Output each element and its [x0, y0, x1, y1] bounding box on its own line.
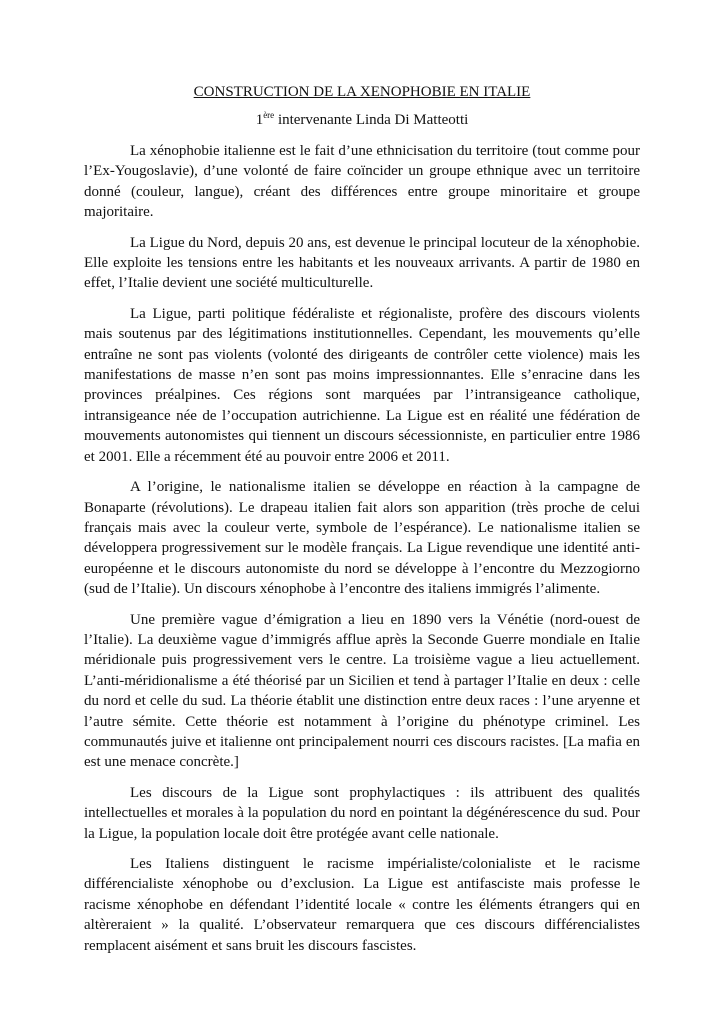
- document-title: CONSTRUCTION DE LA XENOPHOBIE EN ITALIE: [193, 84, 531, 100]
- speaker-name: intervenante Linda Di Matteotti: [274, 112, 469, 128]
- speaker-number: 1: [255, 112, 264, 128]
- speaker-ordinal-suffix: ère: [263, 110, 275, 120]
- paragraph-1: La xénophobie italienne est le fait d’une ethnicisation du territoire (tout comme pour l’Ex-Yougoslavie), d’une volonté de faire coïncider un groupe ethnique avec un territoire donné (couleur, langue), créant des différences entre groupe minoritaire et groupe majoritaire.: [84, 143, 640, 221]
- document-page: [84, 82, 640, 966]
- paragraph-2: La Ligue du Nord, depuis 20 ans, est devenue le principal locuteur de la xénophobie. Elle exploite les tensions entre les habitants et les nouveaux arrivants. A partir de 1980 en effet, l’Italie devient une société multiculturelle.: [84, 234, 640, 292]
- paragraph-6: Les discours de la Ligue sont prophylactiques : ils attribuent des qualités intellectuelles et morales à la population du nord en pointant la dégénérescence du sud. Pour la Ligue, la population locale doit être protégée avant celle nationale.: [84, 784, 640, 842]
- speaker-line: [84, 110, 640, 130]
- paragraph-4: A l’origine, le nationalisme italien se développe en réaction à la campagne de Bonaparte (révolutions). Le drapeau italien fait alors son apparition (très proche de celui français mais avec la couleur verte, symbole de l’espérance). Le nationalisme italien se développera progressivement sur le modèle français. La Ligue revendique une identité anti-européenne et le discours autonomiste du nord se développe à l’encontre du Mezzogiorno (sud de l’Italie). Un discours xénophobe à l’encontre des italiens immigrés l’alimente.: [84, 479, 640, 598]
- paragraph-7: Les Italiens distinguent le racisme impérialiste/colonialiste et le racisme différencialiste xénophobe ou d’exclusion. La Ligue est antifasciste mais professe le racisme xénophobe en défendant l’identité locale « contre les éléments étrangers qui en altèreraient » la qualité. L’observateur remarquera que ces discours différencialistes remplacent aisément et sans bruit les discours fascistes.: [84, 856, 640, 954]
- paragraph-5: Une première vague d’émigration a lieu en 1890 vers la Vénétie (nord-ouest de l’Italie). La deuxième vague d’immigrés afflue après la Seconde Guerre mondiale en Italie méridionale puis progressivement vers le centre. La troisième vague a lieu actuellement. L’anti-méridionalisme a été théorisé par un Sicilien et tend à partager l’Italie en deux : celle du nord et celle du sud. La théorie établit une distinction entre deux races : l’une aryenne et l’autre sémite. Cette théorie est notamment à l’origine du phénotype criminel. Les communautés juive et italienne ont principalement nourri ces discours racistes. [La mafia en est une menace concrète.]: [84, 611, 640, 771]
- paragraph-3: La Ligue, parti politique fédéraliste et régionaliste, profère des discours violents mais soutenus par des légitimations institutionnelles. Cependant, les mouvements qu’elle entraîne ne sont pas violents (volonté des dirigeants de contrôler cette violence) mais les manifestations de masse n’en sont pas moins impressionnantes. Elle s’enracine dans les provinces préalpines. Ces régions sont marquées par l’intransigeance catholique, intransigeance née de l’occupation autrichienne. La Ligue est en réalité une fédération de mouvements autonomistes qui tiennent un discours sécessionniste, en particulier entre 1986 et 2001. Elle a récemment été au pouvoir entre 2006 et 2011.: [84, 305, 640, 465]
